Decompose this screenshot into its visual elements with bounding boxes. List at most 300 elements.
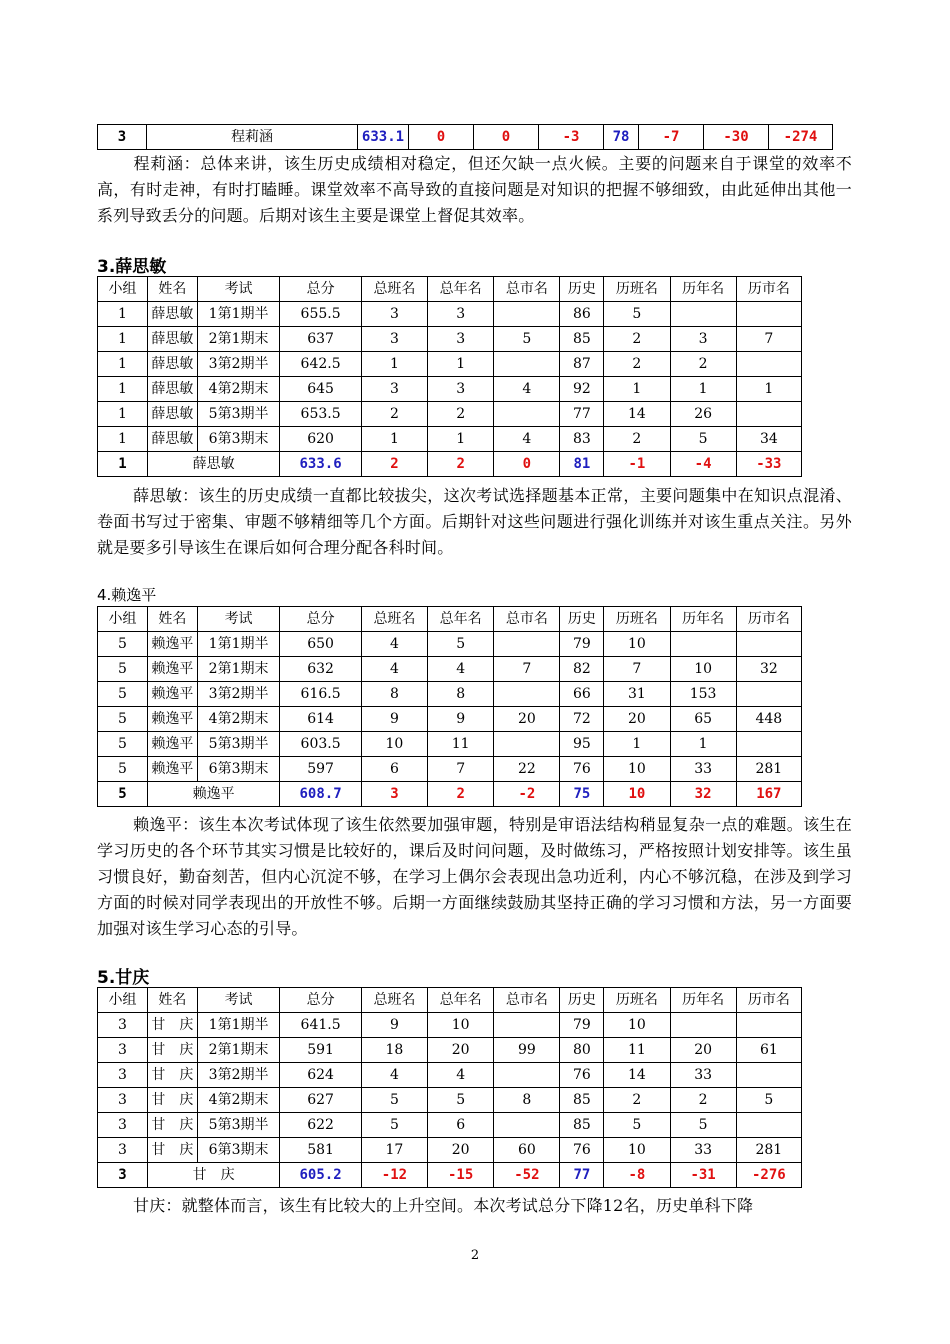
cell-name: 赖逸平	[147, 757, 197, 782]
cell-exam: 4第2期末	[197, 1088, 280, 1113]
cell-name: 甘 庆	[147, 1088, 197, 1113]
cell-history-grade-rank: 33	[670, 1138, 736, 1163]
cell-history-class-rank: 2	[604, 427, 670, 452]
cell-history-city-rank	[736, 1013, 801, 1038]
header-history-class-rank: 历班名	[604, 607, 670, 632]
cell-history-grade-rank: 1	[670, 377, 736, 402]
summary-history: 78	[604, 125, 639, 150]
cell-group: 5	[98, 632, 148, 657]
cell-history-class-rank: 5	[604, 302, 670, 327]
cell-grade-rank: 8	[428, 682, 494, 707]
header-history: 历史	[560, 277, 604, 302]
cell-history: 95	[560, 732, 604, 757]
summary-total: 608.7	[280, 782, 362, 807]
cell-city-rank	[494, 1013, 560, 1038]
header-history: 历史	[560, 988, 604, 1013]
header-grade-rank: 总年名	[428, 607, 494, 632]
table-row	[98, 1088, 802, 1113]
cell-total: 637	[280, 327, 362, 352]
cell-history-class-rank: 20	[604, 707, 670, 732]
cell-history: 76	[560, 1138, 604, 1163]
cell-history: 80	[560, 1038, 604, 1063]
cell-history: 82	[560, 657, 604, 682]
cell-exam: 2第1期末	[197, 327, 280, 352]
summary-row	[98, 125, 833, 150]
cell-name: 薛思敏	[147, 377, 197, 402]
header-total: 总分	[280, 607, 362, 632]
header-history-class-rank: 历班名	[604, 988, 670, 1013]
cell-exam: 2第1期末	[197, 1038, 280, 1063]
cell-history-class-rank: 2	[604, 327, 670, 352]
cell-history-class-rank: 7	[604, 657, 670, 682]
cell-exam: 1第1期半	[197, 1013, 280, 1038]
cell-history-grade-rank: 5	[670, 427, 736, 452]
summary-total: 605.2	[280, 1163, 362, 1188]
cell-history-grade-rank: 26	[670, 402, 736, 427]
cell-exam: 6第3期末	[197, 427, 280, 452]
summary-history-grade-rank: 32	[670, 782, 736, 807]
cell-total: 616.5	[280, 682, 362, 707]
summary-name: 程莉涵	[147, 125, 358, 150]
summary-grade-rank: 0	[474, 125, 539, 150]
cell-city-rank: 5	[494, 327, 560, 352]
summary-group: 1	[98, 452, 148, 477]
summary-row	[98, 452, 802, 477]
summary-history-class-rank: -7	[639, 125, 704, 150]
summary-grade-rank: 2	[428, 452, 494, 477]
cell-history: 79	[560, 632, 604, 657]
cell-history-city-rank	[736, 352, 801, 377]
cell-total: 653.5	[280, 402, 362, 427]
cell-group: 3	[98, 1063, 148, 1088]
summary-name: 薛思敏	[147, 452, 279, 477]
summary-class-rank: 2	[361, 452, 427, 477]
cell-class-rank: 5	[361, 1113, 427, 1138]
cell-grade-rank: 9	[428, 707, 494, 732]
cell-city-rank: 60	[494, 1138, 560, 1163]
cell-history-grade-rank	[670, 632, 736, 657]
cell-total: 627	[280, 1088, 362, 1113]
cell-history: 83	[560, 427, 604, 452]
summary-grade-rank: -15	[428, 1163, 494, 1188]
cell-city-rank	[494, 632, 560, 657]
cell-grade-rank: 10	[428, 1013, 494, 1038]
cell-city-rank	[494, 302, 560, 327]
summary-history-grade-rank: -31	[670, 1163, 736, 1188]
table-row	[98, 657, 802, 682]
cell-grade-rank: 5	[428, 1088, 494, 1113]
summary-history-class-rank: -1	[604, 452, 670, 477]
cell-history: 72	[560, 707, 604, 732]
header-city-rank: 总市名	[494, 277, 560, 302]
cell-history-class-rank: 2	[604, 1088, 670, 1113]
summary-history-class-rank: -8	[604, 1163, 670, 1188]
cell-history-class-rank: 31	[604, 682, 670, 707]
cell-exam: 6第3期末	[197, 1138, 280, 1163]
cell-grade-rank: 20	[428, 1038, 494, 1063]
cell-name: 薛思敏	[147, 352, 197, 377]
cell-history-city-rank	[736, 682, 801, 707]
cell-city-rank	[494, 732, 560, 757]
table-row	[98, 302, 802, 327]
cell-name: 薛思敏	[147, 302, 197, 327]
header-row	[98, 988, 802, 1013]
header-class-rank: 总班名	[361, 607, 427, 632]
cell-history-city-rank: 7	[736, 327, 801, 352]
summary-history-city-rank: -276	[736, 1163, 801, 1188]
comment-xue: 薛思敏：该生的历史成绩一直都比较拔尖，这次考试选择题基本正常，主要问题集中在知识点混淆、卷面书写过于密集、审题不够精细等几个方面。后期针对这些问题进行强化训练并对该生重点关注。另外就是要多引导该生在课后如何合理分配各科时间。	[97, 486, 852, 557]
cell-class-rank: 4	[361, 632, 427, 657]
cell-group: 5	[98, 707, 148, 732]
header-class-rank: 总班名	[361, 277, 427, 302]
header-exam: 考试	[197, 607, 280, 632]
cell-group: 3	[98, 1038, 148, 1063]
cell-history-grade-rank: 2	[670, 352, 736, 377]
score-table-lai	[97, 606, 802, 807]
header-total: 总分	[280, 988, 362, 1013]
cell-total: 591	[280, 1038, 362, 1063]
table-row	[98, 1138, 802, 1163]
cell-exam: 4第2期末	[197, 707, 280, 732]
cell-history-city-rank: 5	[736, 1088, 801, 1113]
cell-exam: 5第3期半	[197, 732, 280, 757]
table-row	[98, 707, 802, 732]
cell-group: 5	[98, 657, 148, 682]
cell-group: 5	[98, 757, 148, 782]
cell-history-grade-rank: 65	[670, 707, 736, 732]
cell-name: 甘 庆	[147, 1013, 197, 1038]
cell-name: 甘 庆	[147, 1113, 197, 1138]
table-row	[98, 757, 802, 782]
comment-cheng: 程莉涵：总体来讲，该生历史成绩相对稳定，但还欠缺一点火候。主要的问题来自于课堂的效率不高，有时走神，有时打瞌睡。课堂效率不高导致的直接问题是对知识的把握不够细致，由此延伸出其他一系列导致丢分的问题。后期对该生主要是课堂上督促其效率。	[97, 154, 852, 225]
cell-grade-rank: 7	[428, 757, 494, 782]
summary-history: 77	[560, 1163, 604, 1188]
cell-name: 赖逸平	[147, 632, 197, 657]
summary-group: 3	[98, 125, 147, 150]
header-city-rank: 总市名	[494, 988, 560, 1013]
cell-history-class-rank: 2	[604, 352, 670, 377]
cell-total: 581	[280, 1138, 362, 1163]
table-row	[98, 402, 802, 427]
summary-name: 甘 庆	[147, 1163, 279, 1188]
cell-class-rank: 1	[361, 427, 427, 452]
summary-history-grade-rank: -30	[704, 125, 769, 150]
cell-group: 3	[98, 1138, 148, 1163]
summary-total: 633.6	[280, 452, 362, 477]
cell-history: 79	[560, 1013, 604, 1038]
cell-class-rank: 8	[361, 682, 427, 707]
cell-history: 92	[560, 377, 604, 402]
cell-grade-rank: 11	[428, 732, 494, 757]
cell-city-rank	[494, 402, 560, 427]
table-row	[98, 327, 802, 352]
cell-exam: 4第2期末	[197, 377, 280, 402]
cell-history-city-rank: 448	[736, 707, 801, 732]
cell-class-rank: 5	[361, 1088, 427, 1113]
cell-group: 1	[98, 327, 148, 352]
cell-city-rank	[494, 352, 560, 377]
cell-grade-rank: 1	[428, 427, 494, 452]
cell-exam: 1第1期半	[197, 632, 280, 657]
cell-city-rank	[494, 1113, 560, 1138]
cell-history-grade-rank: 20	[670, 1038, 736, 1063]
cell-history-city-rank: 281	[736, 757, 801, 782]
cell-grade-rank: 1	[428, 352, 494, 377]
cell-city-rank	[494, 682, 560, 707]
summary-class-rank: -12	[361, 1163, 427, 1188]
cell-total: 650	[280, 632, 362, 657]
header-history-city-rank: 历市名	[736, 277, 801, 302]
cell-class-rank: 9	[361, 707, 427, 732]
cell-history-city-rank: 281	[736, 1138, 801, 1163]
cell-history-class-rank: 14	[604, 402, 670, 427]
header-history: 历史	[560, 607, 604, 632]
cell-grade-rank: 4	[428, 657, 494, 682]
cell-grade-rank: 3	[428, 377, 494, 402]
cell-history-city-rank: 34	[736, 427, 801, 452]
cell-history-grade-rank	[670, 1013, 736, 1038]
cell-name: 赖逸平	[147, 707, 197, 732]
cell-total: 641.5	[280, 1013, 362, 1038]
cell-history-class-rank: 10	[604, 757, 670, 782]
cell-total: 632	[280, 657, 362, 682]
cell-total: 655.5	[280, 302, 362, 327]
summary-grade-rank: 2	[428, 782, 494, 807]
summary-row	[98, 782, 802, 807]
cell-name: 薛思敏	[147, 402, 197, 427]
table-row	[98, 1013, 802, 1038]
cell-group: 1	[98, 302, 148, 327]
cell-group: 5	[98, 682, 148, 707]
header-name: 姓名	[147, 988, 197, 1013]
cell-total: 642.5	[280, 352, 362, 377]
cell-history-class-rank: 1	[604, 377, 670, 402]
cell-name: 赖逸平	[147, 732, 197, 757]
header-class-rank: 总班名	[361, 988, 427, 1013]
cell-history-city-rank: 32	[736, 657, 801, 682]
cell-exam: 5第3期半	[197, 1113, 280, 1138]
cell-class-rank: 6	[361, 757, 427, 782]
cell-name: 薛思敏	[147, 327, 197, 352]
table-row	[98, 1038, 802, 1063]
cell-city-rank: 4	[494, 377, 560, 402]
header-row	[98, 607, 802, 632]
header-history-class-rank: 历班名	[604, 277, 670, 302]
cell-history: 77	[560, 402, 604, 427]
comment-gan: 甘庆：就整体而言，该生有比较大的上升空间。本次考试总分下降12名，历史单科下降	[133, 1196, 754, 1215]
cell-grade-rank: 20	[428, 1138, 494, 1163]
header-exam: 考试	[197, 277, 280, 302]
summary-city-rank: 0	[494, 452, 560, 477]
cell-exam: 6第3期末	[197, 757, 280, 782]
cell-history: 86	[560, 302, 604, 327]
summary-total: 633.1	[358, 125, 409, 150]
cell-total: 645	[280, 377, 362, 402]
header-history-city-rank: 历市名	[736, 607, 801, 632]
cell-history-grade-rank	[670, 302, 736, 327]
page-number: 2	[470, 1248, 480, 1263]
cell-history: 76	[560, 757, 604, 782]
cell-city-rank: 99	[494, 1038, 560, 1063]
cell-history-class-rank: 10	[604, 632, 670, 657]
header-group: 小组	[98, 277, 148, 302]
cell-class-rank: 1	[361, 352, 427, 377]
cell-history-grade-rank: 2	[670, 1088, 736, 1113]
cell-exam: 3第2期半	[197, 682, 280, 707]
header-group: 小组	[98, 988, 148, 1013]
cell-group: 3	[98, 1088, 148, 1113]
header-history-grade-rank: 历年名	[670, 988, 736, 1013]
cell-history-grade-rank: 33	[670, 1063, 736, 1088]
cell-history: 66	[560, 682, 604, 707]
cell-class-rank: 3	[361, 302, 427, 327]
cell-grade-rank: 4	[428, 1063, 494, 1088]
cell-grade-rank: 3	[428, 327, 494, 352]
header-grade-rank: 总年名	[428, 988, 494, 1013]
cell-name: 甘 庆	[147, 1063, 197, 1088]
summary-city-rank: -2	[494, 782, 560, 807]
cell-history-grade-rank: 153	[670, 682, 736, 707]
cell-history-city-rank	[736, 1063, 801, 1088]
cell-city-rank	[494, 1063, 560, 1088]
cell-name: 赖逸平	[147, 657, 197, 682]
cell-grade-rank: 5	[428, 632, 494, 657]
cell-history-class-rank: 10	[604, 1013, 670, 1038]
cell-grade-rank: 3	[428, 302, 494, 327]
cell-history-grade-rank: 5	[670, 1113, 736, 1138]
table-row	[98, 732, 802, 757]
cell-total: 603.5	[280, 732, 362, 757]
header-row	[98, 277, 802, 302]
cell-class-rank: 3	[361, 377, 427, 402]
comment-lai: 赖逸平：该生本次考试体现了该生依然要加强审题，特别是审语法结构稍显复杂一点的难题。该生在学习历史的各个环节其实习惯是比较好的，课后及时问问题，及时做练习，严格按照计划安排等。该生虽习惯良好，勤奋刻苦，但内心沉淀不够，在学习上偶尔会表现出急功近利，内心不够沉稳，在涉及到学习方面的时候对同学表现出的开放性不够。后期一方面继续鼓励其坚持正确的学习习惯和方法，另一方面要加强对该生学习心态的引导。	[97, 815, 852, 938]
summary-history: 75	[560, 782, 604, 807]
cell-name: 甘 庆	[147, 1038, 197, 1063]
cell-total: 620	[280, 427, 362, 452]
cell-history-city-rank: 61	[736, 1038, 801, 1063]
table-row	[98, 377, 802, 402]
section-heading-gan: 5.甘庆	[97, 968, 150, 988]
header-exam: 考试	[197, 988, 280, 1013]
summary-group: 5	[98, 782, 148, 807]
cell-history: 87	[560, 352, 604, 377]
table-row	[98, 352, 802, 377]
cell-total: 622	[280, 1113, 362, 1138]
table-row	[98, 1113, 802, 1138]
cell-history: 85	[560, 1088, 604, 1113]
cell-history: 85	[560, 327, 604, 352]
cell-class-rank: 4	[361, 657, 427, 682]
cell-class-rank: 3	[361, 327, 427, 352]
cell-group: 5	[98, 732, 148, 757]
cell-group: 3	[98, 1013, 148, 1038]
table-row	[98, 1063, 802, 1088]
summary-history-city-rank: -33	[736, 452, 801, 477]
cell-history-city-rank	[736, 1113, 801, 1138]
cell-history-grade-rank: 33	[670, 757, 736, 782]
header-name: 姓名	[147, 607, 197, 632]
summary-city-rank: -3	[539, 125, 604, 150]
score-table-cheng	[97, 124, 833, 150]
cell-history-city-rank	[736, 732, 801, 757]
header-grade-rank: 总年名	[428, 277, 494, 302]
cell-exam: 5第3期半	[197, 402, 280, 427]
summary-history-class-rank: 10	[604, 782, 670, 807]
header-history-grade-rank: 历年名	[670, 607, 736, 632]
summary-city-rank: -52	[494, 1163, 560, 1188]
cell-city-rank: 4	[494, 427, 560, 452]
cell-history-class-rank: 5	[604, 1113, 670, 1138]
cell-history-class-rank: 14	[604, 1063, 670, 1088]
summary-history: 81	[560, 452, 604, 477]
cell-history-grade-rank: 3	[670, 327, 736, 352]
cell-class-rank: 9	[361, 1013, 427, 1038]
cell-name: 赖逸平	[147, 682, 197, 707]
score-table-xue	[97, 276, 802, 477]
header-group: 小组	[98, 607, 148, 632]
cell-total: 624	[280, 1063, 362, 1088]
cell-total: 614	[280, 707, 362, 732]
summary-history-grade-rank: -4	[670, 452, 736, 477]
cell-name: 甘 庆	[147, 1138, 197, 1163]
cell-group: 1	[98, 377, 148, 402]
cell-history-city-rank	[736, 632, 801, 657]
summary-class-rank: 3	[361, 782, 427, 807]
summary-row	[98, 1163, 802, 1188]
summary-class-rank: 0	[409, 125, 474, 150]
summary-history-city-rank: -274	[769, 125, 833, 150]
cell-total: 597	[280, 757, 362, 782]
cell-history-grade-rank: 10	[670, 657, 736, 682]
header-history-city-rank: 历市名	[736, 988, 801, 1013]
cell-history-city-rank: 1	[736, 377, 801, 402]
cell-city-rank: 7	[494, 657, 560, 682]
cell-group: 1	[98, 352, 148, 377]
cell-class-rank: 17	[361, 1138, 427, 1163]
cell-history-class-rank: 1	[604, 732, 670, 757]
cell-class-rank: 2	[361, 402, 427, 427]
summary-name: 赖逸平	[147, 782, 279, 807]
cell-history-class-rank: 11	[604, 1038, 670, 1063]
cell-class-rank: 10	[361, 732, 427, 757]
cell-group: 1	[98, 427, 148, 452]
cell-exam: 1第1期半	[197, 302, 280, 327]
table-row	[98, 632, 802, 657]
cell-city-rank: 20	[494, 707, 560, 732]
cell-class-rank: 18	[361, 1038, 427, 1063]
cell-history-city-rank	[736, 402, 801, 427]
cell-city-rank: 22	[494, 757, 560, 782]
cell-history-class-rank: 10	[604, 1138, 670, 1163]
cell-history: 85	[560, 1113, 604, 1138]
header-total: 总分	[280, 277, 362, 302]
cell-exam: 3第2期半	[197, 1063, 280, 1088]
header-name: 姓名	[147, 277, 197, 302]
cell-group: 1	[98, 402, 148, 427]
table-row	[98, 682, 802, 707]
cell-group: 3	[98, 1113, 148, 1138]
section-heading-xue: 3.薛思敏	[97, 257, 167, 277]
cell-name: 薛思敏	[147, 427, 197, 452]
score-table-gan	[97, 987, 802, 1188]
cell-grade-rank: 6	[428, 1113, 494, 1138]
cell-grade-rank: 2	[428, 402, 494, 427]
table-row	[98, 427, 802, 452]
cell-history-city-rank	[736, 302, 801, 327]
section-heading-lai: 4.赖逸平	[97, 586, 157, 604]
cell-exam: 3第2期半	[197, 352, 280, 377]
cell-class-rank: 4	[361, 1063, 427, 1088]
